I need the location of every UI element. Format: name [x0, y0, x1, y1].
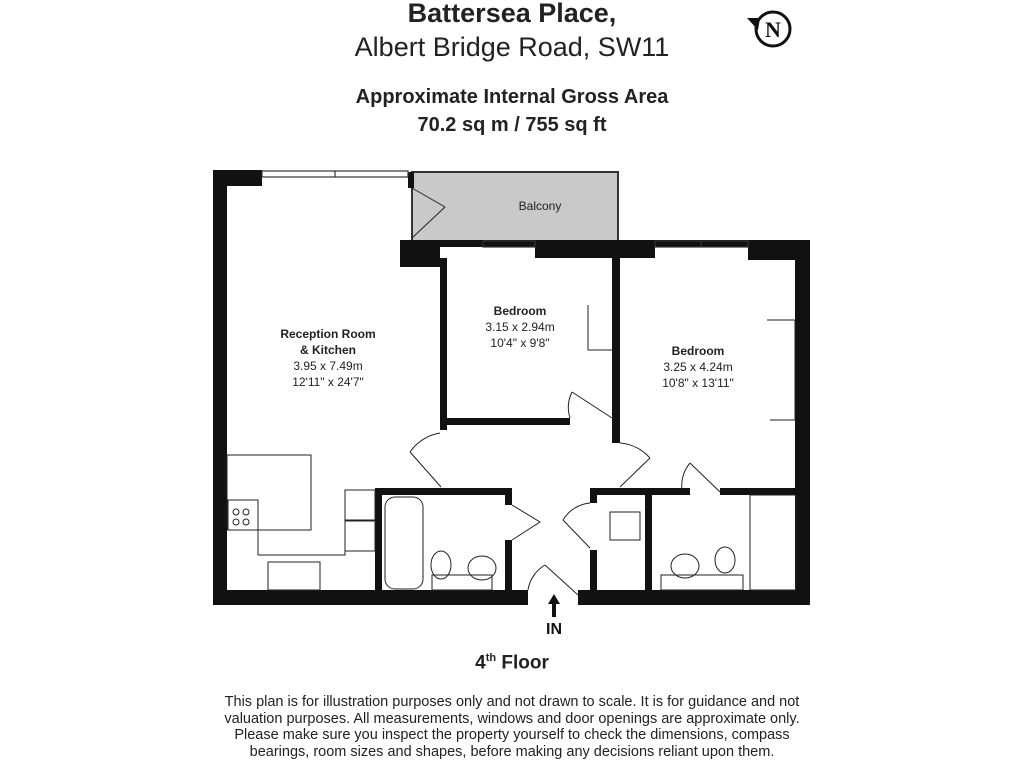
floor-suffix: th — [485, 652, 497, 664]
compass-icon — [747, 12, 790, 46]
bedroom-1-label — [485, 304, 554, 350]
disclaimer-line: bearings, room sizes and shapes, before making any decisions reliant upon them. — [249, 743, 775, 760]
room-size-imperial: 12'11" x 24'7" — [292, 375, 364, 389]
doors — [227, 188, 796, 595]
entrance-arrow-icon — [548, 594, 560, 617]
room-size-imperial: 10'4" x 9'8" — [490, 336, 550, 350]
room-name: Bedroom — [493, 304, 547, 318]
balcony-label: Balcony — [518, 199, 562, 213]
room-size-metric: 3.95 x 7.49m — [293, 359, 363, 373]
area-label: Approximate Internal Gross Area — [355, 86, 669, 108]
property-title: Battersea Place, — [407, 0, 617, 28]
bedroom-2-label — [662, 344, 734, 390]
room-size-imperial: 10'8" x 13'11" — [662, 376, 734, 390]
compass-letter: N — [765, 17, 781, 42]
entrance-label: IN — [546, 621, 562, 638]
disclaimer — [0, 694, 1024, 760]
room-size-metric: 3.25 x 4.24m — [663, 360, 733, 374]
disclaimer-line: valuation purposes. All measurements, windows and door openings are approximate only. — [224, 710, 800, 727]
reception-room-label — [280, 327, 375, 389]
floor-number: 4 — [475, 652, 486, 674]
disclaimer-line: Please make sure you inspect the property yourself to check the dimensions, compass — [234, 727, 790, 743]
room-size-metric: 3.15 x 2.94m — [485, 320, 555, 334]
floor-label — [0, 652, 1024, 674]
disclaimer-line: This plan is for illustration purposes only and not drawn to scale. It is for guidance and not — [224, 694, 800, 710]
property-address: Albert Bridge Road, SW11 — [354, 32, 670, 62]
balcony-area — [412, 172, 618, 241]
area-value: 70.2 sq m / 755 sq ft — [417, 114, 607, 136]
room-name: Reception Room — [280, 327, 376, 341]
room-name: & Kitchen — [299, 343, 357, 357]
floor-word: Floor — [496, 652, 549, 674]
room-name: Bedroom — [671, 344, 725, 358]
